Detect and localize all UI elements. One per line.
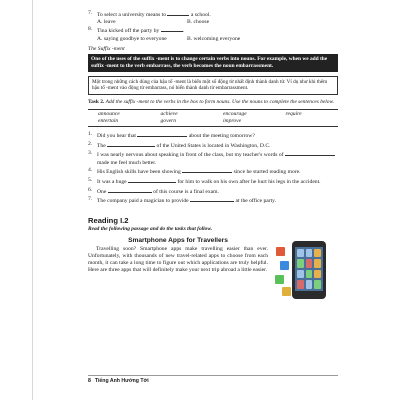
option-b: B. choose [187,19,210,26]
question-stem: To select a university means to a school. [97,12,211,18]
article-body: Travelling soon? Smartphone apps make travelling easier than ever. Unfortunately, with thousands of new travel-related apps to choose from each month, it can take a long time to figure out which applications are truly helpful. Here are three apps that will definitely make your next trip abroad a little easier. [88,245,268,274]
app-tile-icon [282,287,291,296]
footer-rule [88,375,338,376]
word: govern [160,117,177,124]
option-a: A. saying goodbye to everyone [97,35,167,42]
question-7 [88,10,338,26]
reading-article [88,237,338,301]
article-title: Smartphone Apps for Travellers [128,236,228,244]
word-row [88,111,338,118]
suffix-title: The Suffix -ment [88,45,125,52]
question-stem: Tina kicked off the party by . [97,28,185,35]
sentence-list [88,131,338,206]
question-number: 8. [88,26,93,33]
phone-screen [295,247,323,291]
smartphone-illustration [274,239,338,301]
page-spine [32,0,33,400]
answer-blank[interactable] [190,196,234,202]
question-8 [88,26,338,42]
vietnamese-note-box: Một trong những cách dùng của hậu tố -ment là biến một số động từ nhất định thành danh từ. Ví dụ như khi thêm hậu tố -ment vào động từ embarrass, nó biến thành danh từ embarrassment. [88,76,338,95]
page-number: 8 [88,378,91,384]
option-a: A. leave [97,19,116,26]
sentence-item: 3. I was nearly nervous about speaking in front of the class, but my teacher's words of made me feel much better. [88,150,338,166]
task-text: Add the suffix -ment to the verbs in the box to form nouns. Use the nouns to complete the sentences below. [105,98,335,105]
word [276,118,339,125]
page-content [88,10,338,301]
word-row [88,118,338,125]
reading-heading: Reading I.2 [88,215,129,225]
answer-blank[interactable] [182,167,232,173]
answer-blank[interactable] [128,177,176,183]
word: announce [98,110,120,117]
sentence-item: 4. His English skills have been showing since he started reading more. [88,167,301,176]
app-tile-icon [275,275,284,284]
answer-blank[interactable] [137,131,187,137]
task-label: Task 2. [88,98,105,105]
sentence-item: 2. The of the United States is located in Washington, D.C. [88,140,271,149]
smartphone-icon [292,241,326,299]
sentence-item: 6. One of this course is a final exam. [88,186,219,195]
answer-blank[interactable] [108,187,152,193]
answer-blank[interactable] [285,150,335,156]
reading-instruction: Read the following passage and do the tasks that follow. [88,225,213,232]
question-number: 7. [88,10,93,16]
word: require [285,110,302,117]
option-b: B. welcoming everyone [187,35,241,42]
word-box [88,109,338,127]
task-2-instruction [88,99,338,106]
sentence-item: 7. The company paid a magician to provide at the office party. [88,196,277,205]
sentence-item: 1. Did you hear that about the meeting tomorrow? [88,131,255,139]
book-title: Tiếng Anh Hướng Tới [94,378,149,384]
answer-blank[interactable] [107,141,155,147]
sentence-item: 5. It was a huge for him to walk on his own after he hurt his legs in the accident. [88,177,321,186]
word: encourage [223,110,247,117]
page-footer [88,378,149,384]
word: achieve [160,110,178,117]
grammar-note-box: One of the uses of the suffix -ment is to change certain verbs into nouns. For example, when we add the suffix -ment to the verb embarrass, the verb becomes the noun embarrassment. [88,54,338,72]
word: entertain [98,117,119,124]
app-tile-icon [280,261,289,270]
app-tile-icon [276,247,285,256]
article-text [88,237,268,301]
word: improve [223,117,242,124]
